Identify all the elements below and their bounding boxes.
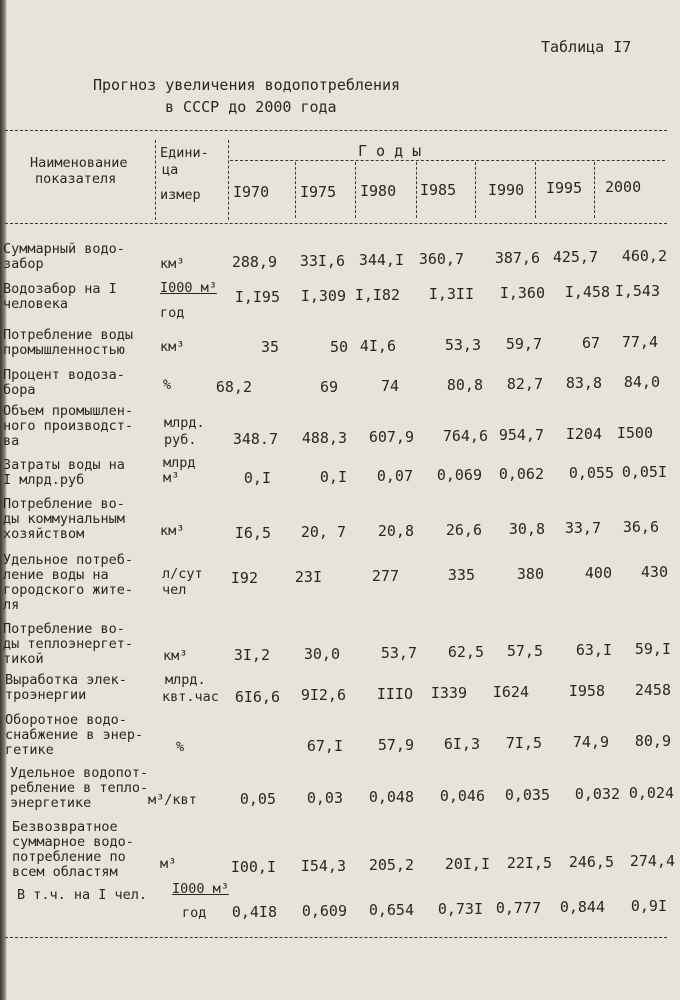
row-value: 0,I (243, 469, 271, 487)
row-value: 425,7 (552, 248, 598, 266)
row-unit-line: млрд. (164, 415, 205, 431)
row-unit-line: % (163, 377, 172, 393)
row-value: 387,6 (494, 249, 540, 267)
row-unit-line: руб. (164, 432, 197, 448)
row-name-line: ля (3, 597, 20, 613)
table-number: Таблица I7 (541, 38, 632, 56)
row-value: 7I,5 (505, 734, 542, 752)
row-value: 59,7 (505, 335, 542, 353)
col-divider (594, 162, 595, 218)
row-name-line: Потребление во- (3, 496, 125, 512)
row-name-line: Суммарный водо- (3, 241, 125, 257)
header-name-line: показателя (35, 171, 117, 187)
row-value: 57,9 (377, 736, 414, 754)
row-value: 400 (584, 564, 612, 582)
row-value: 59,I (634, 640, 671, 658)
row-value: IIIO (376, 685, 413, 703)
row-value: 0,05I (621, 463, 667, 481)
row-value: 84,0 (623, 373, 660, 391)
row-value: 33I,6 (299, 252, 345, 270)
row-value: 80,8 (446, 376, 483, 394)
row-name-line: ды теплоэнергет- (3, 636, 134, 652)
row-name-line: Потребление воды (3, 327, 134, 343)
row-value: 67,I (306, 737, 343, 755)
col-divider (416, 162, 417, 218)
row-unit-line: I000 м³ (172, 881, 229, 897)
row-name-line: всем областям (12, 864, 118, 880)
row-value: I204 (565, 425, 602, 443)
row-value: 0,654 (368, 901, 414, 919)
col-divider (355, 162, 356, 218)
row-unit-line: квт.час (162, 689, 219, 705)
row-unit-line: чел (162, 582, 187, 598)
row-value: 9I2,6 (300, 686, 346, 704)
row-value: I,I82 (354, 286, 400, 304)
col-divider (228, 140, 229, 220)
row-value: 0,777 (495, 899, 541, 917)
row-value: 77,4 (621, 333, 658, 351)
row-value: I,543 (614, 282, 660, 300)
row-name-line: снабжение в энер- (5, 727, 144, 743)
row-name-line: энергетике (10, 795, 92, 811)
row-name-line: Водозабор на I (3, 281, 117, 297)
row-value: 380 (516, 565, 544, 583)
row-value: 53,7 (380, 644, 417, 662)
row-value: I,309 (300, 287, 346, 305)
row-value: 23I (294, 568, 322, 586)
row-unit-line: л/сут (162, 566, 203, 582)
row-value: 0,024 (628, 784, 674, 802)
row-value: 36,6 (622, 518, 659, 536)
row-name-line: человека (3, 296, 69, 312)
row-name-line: Безвозвратное (12, 819, 118, 835)
row-value: 30,8 (508, 520, 545, 538)
row-name-line: суммарное водо- (12, 834, 134, 850)
row-value: 0,032 (574, 785, 620, 803)
row-unit-line: год (182, 905, 207, 921)
row-value: 82,7 (506, 375, 543, 393)
row-value: 954,7 (498, 426, 544, 444)
row-value: I,I95 (234, 288, 280, 306)
row-name-line: троэнергии (5, 687, 87, 703)
row-value: 460,2 (621, 247, 667, 265)
row-value: 74,9 (572, 733, 609, 751)
row-unit-line: м³/квт (148, 792, 197, 808)
row-unit-line: млрд (163, 455, 196, 471)
row-value: 764,6 (442, 427, 488, 445)
col-divider (295, 162, 296, 218)
row-value: 0,046 (439, 787, 485, 805)
row-value: 20I,I (444, 855, 490, 873)
row-value: 63,I (575, 641, 612, 659)
years-rule (230, 160, 665, 161)
top-rule (5, 130, 667, 131)
row-value: 0,05 (239, 790, 276, 808)
row-name-line: потребление по (12, 849, 126, 865)
row-value: 0,844 (559, 898, 605, 916)
row-value: 22I,5 (506, 854, 552, 872)
row-unit-line: м³ (163, 470, 180, 486)
row-name-line: Процент водоза- (3, 367, 125, 383)
row-name-line: гетике (5, 742, 54, 758)
row-name-line: ребление в тепло- (10, 780, 149, 796)
row-value: 430 (640, 563, 668, 581)
row-value: 488,3 (301, 429, 347, 447)
row-value: I6,5 (234, 524, 271, 542)
row-value: I624 (492, 683, 529, 701)
row-value: I92 (230, 569, 258, 587)
years-heading: Г о д ы (358, 142, 422, 160)
row-value: 53,3 (444, 336, 481, 354)
row-name-line: ва (3, 433, 20, 449)
row-name-line: Оборотное водо- (5, 712, 127, 728)
row-value: I,3II (428, 285, 474, 303)
row-name-line: бора (3, 382, 36, 398)
row-name-line: Удельное водопот- (10, 765, 149, 781)
title-line-2: в СССР до 2000 года (165, 98, 337, 116)
row-value: I54,3 (300, 857, 346, 875)
row-unit-line: м³ (160, 856, 177, 872)
year-header: I995 (546, 179, 583, 197)
row-unit-line: млрд. (165, 672, 206, 688)
row-value: 0,069 (436, 466, 482, 484)
row-name-line: ды коммунальным (3, 511, 125, 527)
row-value: 26,6 (445, 521, 482, 539)
row-value: 344,I (358, 251, 404, 269)
year-header: I990 (488, 181, 525, 199)
row-name-line: забор (3, 256, 44, 272)
row-value: 335 (447, 566, 475, 584)
row-value: 50 (329, 338, 348, 356)
row-value: 0,055 (568, 464, 614, 482)
row-value: 0,609 (301, 902, 347, 920)
row-value: 0,I (319, 468, 347, 486)
row-unit-line: год (160, 305, 185, 321)
row-value: 69 (319, 378, 338, 396)
title-line-1: Прогноз увеличения водопотребления (93, 76, 401, 94)
row-unit-line: км³ (163, 648, 188, 664)
row-value: 20, 7 (300, 523, 346, 541)
row-value: 274,4 (629, 852, 675, 870)
row-name-line: Объем промышлен- (3, 403, 134, 419)
header-name-line: Наименование (30, 155, 128, 171)
row-value: 0,035 (504, 786, 550, 804)
col-divider (535, 162, 536, 218)
row-value: 68,2 (215, 378, 252, 396)
row-value: 57,5 (506, 642, 543, 660)
row-value: 35 (260, 338, 279, 356)
row-name-line: I млрд.руб (3, 472, 85, 488)
row-value: I958 (568, 682, 605, 700)
year-header: I980 (360, 182, 397, 200)
row-value: 0,73I (437, 900, 483, 918)
row-value: 348.7 (232, 430, 278, 448)
row-value: 6I6,6 (234, 688, 280, 706)
row-value: 246,5 (568, 853, 614, 871)
col-divider (155, 140, 156, 220)
row-unit-line: I000 м³ (160, 280, 217, 296)
row-value: 0,062 (498, 465, 544, 483)
header-unit-line: Едини- (160, 145, 209, 161)
row-value: I339 (430, 684, 467, 702)
row-name-line: тикой (3, 651, 44, 667)
row-value: 33,7 (564, 519, 601, 537)
row-value: I,458 (564, 283, 610, 301)
row-name-line: ного производст- (3, 418, 134, 434)
year-header: I975 (300, 183, 337, 201)
row-name-line: Затраты воды на (3, 457, 125, 473)
row-unit-line: км³ (160, 523, 185, 539)
row-value: 80,9 (634, 732, 671, 750)
row-value: 0,4I8 (231, 903, 277, 921)
year-header: I985 (420, 181, 457, 199)
row-value: 3I,2 (233, 646, 270, 664)
row-name-line: Удельное потреб- (3, 552, 134, 568)
row-value: 20,8 (377, 522, 414, 540)
bottom-rule (5, 937, 667, 938)
header-bottom-rule (5, 223, 667, 224)
row-name-line: хозяйством (3, 526, 85, 542)
row-value: 0,048 (368, 788, 414, 806)
row-value: 360,7 (418, 250, 464, 268)
row-value: 0,9I (630, 897, 667, 915)
row-name-line: ление воды на (3, 567, 109, 583)
row-value: 4I,6 (359, 337, 396, 355)
row-value: 30,0 (303, 645, 340, 663)
row-value: 62,5 (447, 643, 484, 661)
header-unit-line: измер (160, 187, 201, 203)
row-value: 277 (371, 567, 399, 585)
row-value: I,360 (499, 284, 545, 302)
row-name-line: промышленностью (3, 342, 125, 358)
row-unit-line: км³ (160, 256, 185, 272)
header-unit-line: ца (162, 162, 179, 178)
row-value: 205,2 (368, 856, 414, 874)
row-value: 6I,3 (443, 735, 480, 753)
year-header: I970 (233, 183, 270, 201)
row-name-line: В т.ч. на I чел. (17, 887, 148, 903)
row-value: 0,03 (306, 789, 343, 807)
year-header: 2000 (605, 178, 642, 196)
row-value: 607,9 (368, 428, 414, 446)
row-value: 83,8 (565, 374, 602, 392)
row-value: 2458 (634, 681, 671, 699)
row-name-line: Выработка элек- (5, 672, 127, 688)
row-name-line: Потребление во- (3, 621, 125, 637)
col-divider (475, 162, 476, 218)
row-value: 288,9 (231, 253, 277, 271)
row-value: 67 (581, 334, 600, 352)
row-name-line: городского жите- (3, 582, 134, 598)
row-unit-line: % (176, 739, 185, 755)
row-value: I500 (616, 424, 653, 442)
row-value: I00,I (230, 858, 276, 876)
row-unit-line: км³ (160, 339, 185, 355)
row-value: 0,07 (376, 467, 413, 485)
row-value: 74 (380, 377, 399, 395)
